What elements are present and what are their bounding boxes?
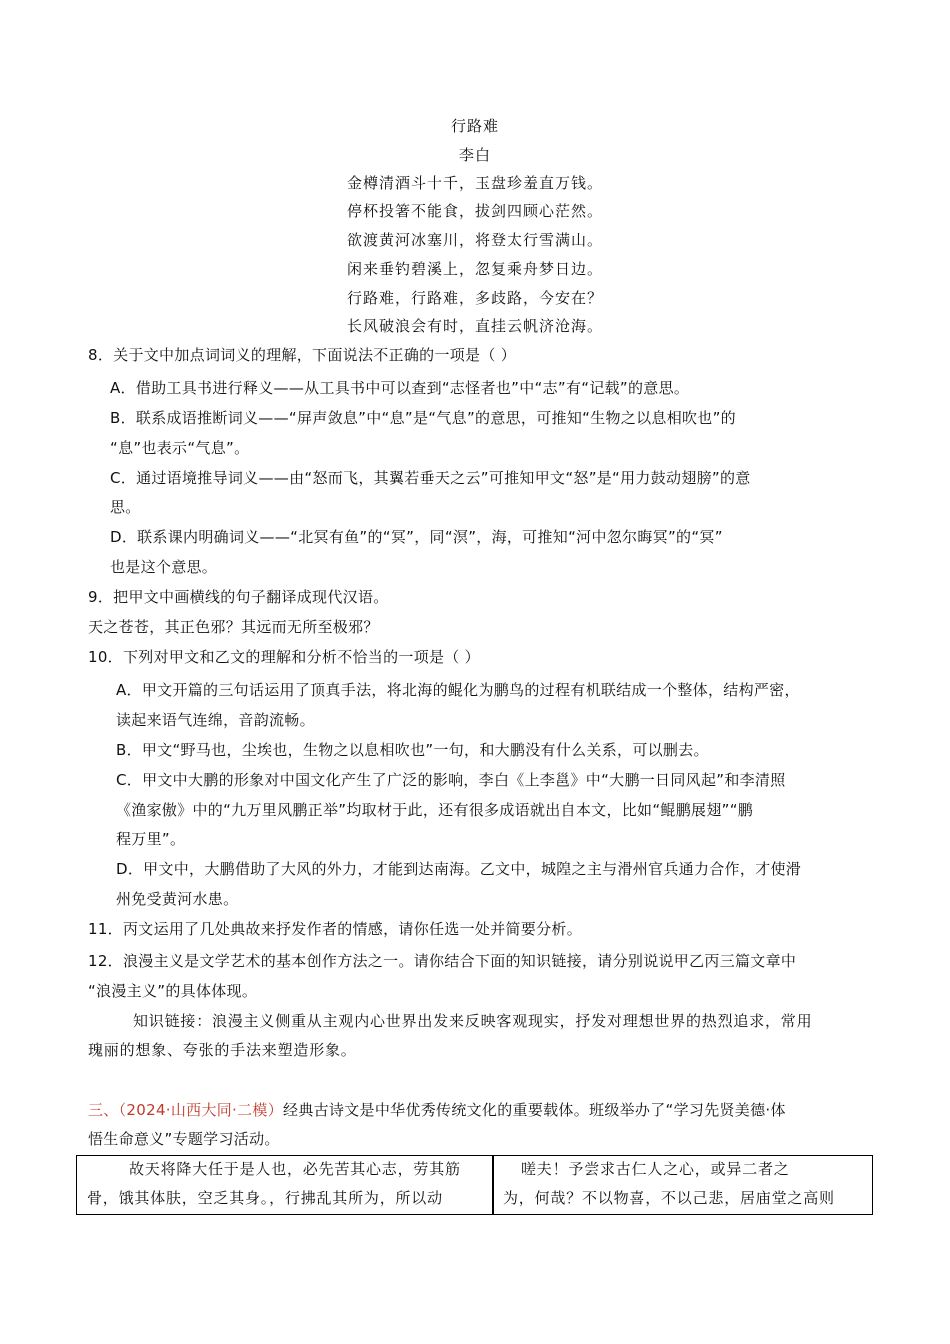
question-8-option-d-cont: 也是这个意思。 [110, 558, 218, 576]
section-3-intro [88, 1100, 786, 1120]
poem-author: 李白 [458, 146, 491, 164]
table-right-line: 为，何哉？不以物喜，不以己悲，居庙堂之高则 [503, 1189, 835, 1207]
poem-title: 行路难 [450, 117, 499, 135]
question-10-option-b: B．甲文“野马也，尘埃也，生物之以息相吹也”一句，和大鹏没有什么关系，可以删去。 [116, 741, 709, 759]
poem-line: 欲渡黄河冰塞川，将登太行雪满山。 [346, 231, 603, 249]
poem-line: 停杯投箸不能食，拔剑四顾心茫然。 [346, 202, 603, 220]
question-8-option-b-cont: “息”也表示“气息”。 [110, 439, 250, 457]
poem-line: 闲来垂钓碧溪上，忽复乘舟梦日边。 [346, 260, 603, 278]
question-10-option-c-cont: 《渔家傲》中的“九万里风鹏正举”均取材于此，还有很多成语就出自本文，比如“鲲鹏展翅”“鹏 [116, 801, 754, 819]
table-right-line: 嗟夫！予尝求古仁人之心，或异二者之 [521, 1160, 790, 1178]
question-8-option-d: D．联系课内明确词义——“北冥有鱼”的“冥”，同“溟”，海，可推知“河中忽尔晦冥”的“冥” [110, 528, 723, 546]
poem-line: 长风破浪会有时，直挂云帆济沧海。 [346, 317, 603, 335]
question-10-option-a-cont: 读起来语气连绵，音韵流畅。 [116, 711, 315, 729]
section-3-text-cont: 悟生命意义”专题学习活动。 [88, 1130, 280, 1148]
question-10-option-d: D．甲文中，大鹏借助了大风的外力，才能到达南海。乙文中，城隍之主与滑州官兵通力合作，才使滑 [116, 860, 802, 878]
question-8-option-c-cont: 思。 [110, 498, 141, 516]
question-11-stem: 11．丙文运用了几处典故来抒发作者的情感，请你任选一处并简要分析。 [88, 920, 582, 938]
section-3-text: 经典古诗文是中华优秀传统文化的重要载体。班级举办了“学习先贤美德·体 [283, 1101, 786, 1119]
question-10-option-d-cont: 州免受黄河水患。 [116, 890, 239, 908]
question-9-sentence: 天之苍苍，其正色邪？其远而无所至极邪？ [88, 618, 379, 636]
comparison-table [76, 1155, 873, 1215]
question-8-option-a: A．借助工具书进行释义——从工具书中可以查到“志怪者也”中“志”有“记载”的意思。 [110, 379, 690, 397]
table-left-line: 骨，饿其体肤，空乏其身。，行拂乱其所为，所以动 [87, 1189, 443, 1207]
section-3-source: （2024·山西大同·二模） [118, 1101, 284, 1119]
knowledge-link-cont: 瑰丽的想象、夸张的手法来塑造形象。 [88, 1041, 357, 1059]
section-3-prefix: 三、 [88, 1101, 119, 1119]
table-left-line: 故天将降大任于是人也，必先苦其心志，劳其筋 [129, 1160, 461, 1178]
poem-line: 金樽清酒斗十千，玉盘珍羞直万钱。 [346, 174, 603, 192]
question-10-option-c: C．甲文中大鹏的形象对中国文化产生了广泛的影响，李白《上李邕》中“大鹏一日同风起”和李清照 [116, 771, 786, 789]
question-10-option-c-cont2: 程万里”。 [116, 830, 186, 848]
question-9-stem: 9．把甲文中画横线的句子翻译成现代汉语。 [88, 588, 389, 606]
question-10-option-a: A．甲文开篇的三句话运用了顶真手法，将北海的鲲化为鹏鸟的过程有机联结成一个整体，结构严密， [116, 681, 800, 699]
question-8-option-b: B．联系成语推断词义——“屏声敛息”中“息”是“气息”的意思，可推知“生物之以息相吹也”的 [110, 409, 736, 427]
question-10-stem: 10．下列对甲文和乙文的理解和分析不恰当的一项是（ ） [88, 648, 480, 666]
knowledge-link: 知识链接：浪漫主义侧重从主观内心世界出发来反映客观现实，抒发对理想世界的热烈追求，常用 [133, 1012, 813, 1030]
question-12-stem-cont: “浪漫主义”的具体体现。 [88, 982, 258, 1000]
question-8-stem: 8．关于文中加点词词义的理解，下面说法不正确的一项是（ ） [88, 346, 517, 364]
question-8-option-c: C．通过语境推导词义——由“怒而飞，其翼若垂天之云”可推知甲文“怒”是“用力鼓动翅膀”的意 [110, 469, 751, 487]
poem-line: 行路难，行路难，多歧路，今安在？ [346, 289, 603, 307]
question-12-stem: 12．浪漫主义是文学艺术的基本创作方法之一。请你结合下面的知识链接，请分别说说甲乙丙三篇文章中 [88, 952, 797, 970]
table-divider [492, 1156, 494, 1214]
